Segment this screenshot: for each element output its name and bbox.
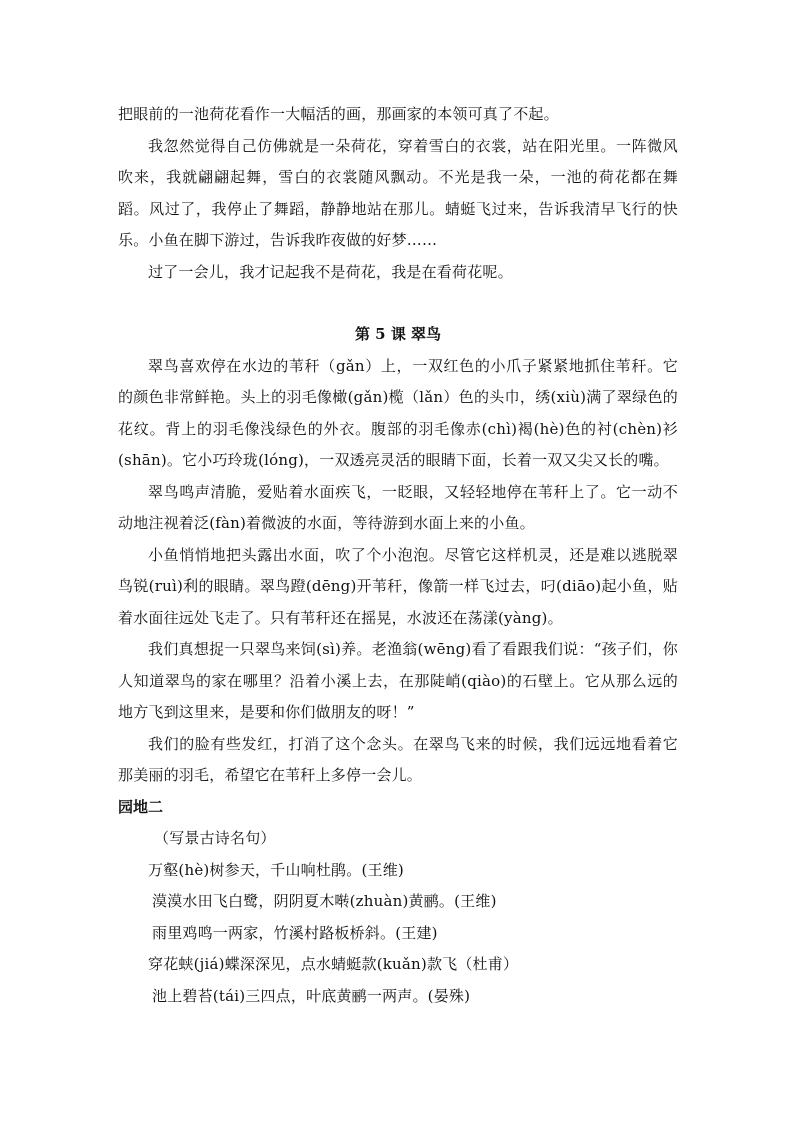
poem-line-2: 漠漠水田飞白鹭，阴阴夏木啭(zhuàn)黄鹂。(王维) [152, 892, 497, 910]
intro-paragraph-1: 把眼前的一池荷花看作一大幅活的画，那画家的本领可真了不起。 [118, 105, 559, 123]
poem-line-5: 池上碧苔(tái)三四点，叶底黄鹂一两声。(晏殊) [152, 986, 471, 1005]
lesson-paragraph-5: 我们的脸有些发红，打消了这个念头。在翠鸟飞来的时候，我们远远地看着它那美丽的羽毛，希望它在苇秆上多停一会儿。 [118, 734, 678, 784]
lesson-paragraph-3: 小鱼悄悄地把头露出水面，吹了个小泡泡。尽管它这样机灵，还是难以逃脱翠鸟锐(ruì)利的眼睛。翠鸟蹬(dēng)开苇秆，像箭一样飞过去，叼(diāo)起小鱼，贴着水面往远处飞走了。只有苇秆还在摇晃，水波还在荡漾(yàng)。 [118, 545, 678, 627]
lesson-paragraph-2: 翠鸟鸣声清脆，爱贴着水面疾飞，一眨眼，又轻轻地停在苇秆上了。它一动不动地注视着泛(fàn)着微波的水面，等待游到水面上来的小鱼。 [118, 482, 678, 532]
poem-line-1: 万壑(hè)树参天，千山响杜鹃。(王维) [148, 860, 404, 879]
section-heading: 园地二 [118, 797, 164, 816]
poem-caption: （写景古诗名句） [154, 829, 276, 847]
intro-paragraph-3: 过了一会儿，我才记起我不是荷花，我是在看荷花呢。 [148, 262, 513, 281]
document-body [118, 99, 678, 1012]
lesson-title: 第 5 课 翠鸟 [354, 325, 442, 343]
intro-paragraph-2: 我忽然觉得自己仿佛就是一朵荷花，穿着雪白的衣裳，站在阳光里。一阵微风吹来，我就翩翩起舞，雪白的衣裳随风飘动。不光是我一朵，一池的荷花都在舞蹈。风过了，我停止了舞蹈，静静地站在那儿。蜻蜓飞过来，告诉我清早飞行的快乐。小鱼在脚下游过，告诉我昨夜做的好梦…… [118, 136, 678, 249]
poem-line-4: 穿花蛱(jiá)蝶深深见，点水蜻蜓款(kuǎn)款飞（杜甫） [148, 955, 519, 973]
lesson-paragraph-4: 我们真想捉一只翠鸟来饲(sì)养。老渔翁(wēng)看了看跟我们说：“孩子们，你人知道翠鸟的家在哪里？沿着小溪上去，在那陡峭(qiào)的石壁上。它从那么远的地方飞到这里来，是要和你们做朋友的呀！” [118, 640, 678, 721]
poem-line-3: 雨里鸡鸣一两家，竹溪村路板桥斜。(王建) [152, 923, 438, 942]
lesson-paragraph-1: 翠鸟喜欢停在水边的苇秆（gǎn）上，一双红色的小爪子紧紧地抓住苇秆。它的颜色非常鲜艳。头上的羽毛像橄(gǎn)榄（lǎn）色的头巾，绣(xiù)满了翠绿色的花纹。背上的羽毛像浅绿色的外衣。腹部的羽毛像赤(chì)褐(hè)色的衬(chèn)衫(shān)。它小巧玲珑(lóng)，一双透亮灵活的眼睛下面，长着一双又尖又长的嘴。 [118, 356, 678, 469]
